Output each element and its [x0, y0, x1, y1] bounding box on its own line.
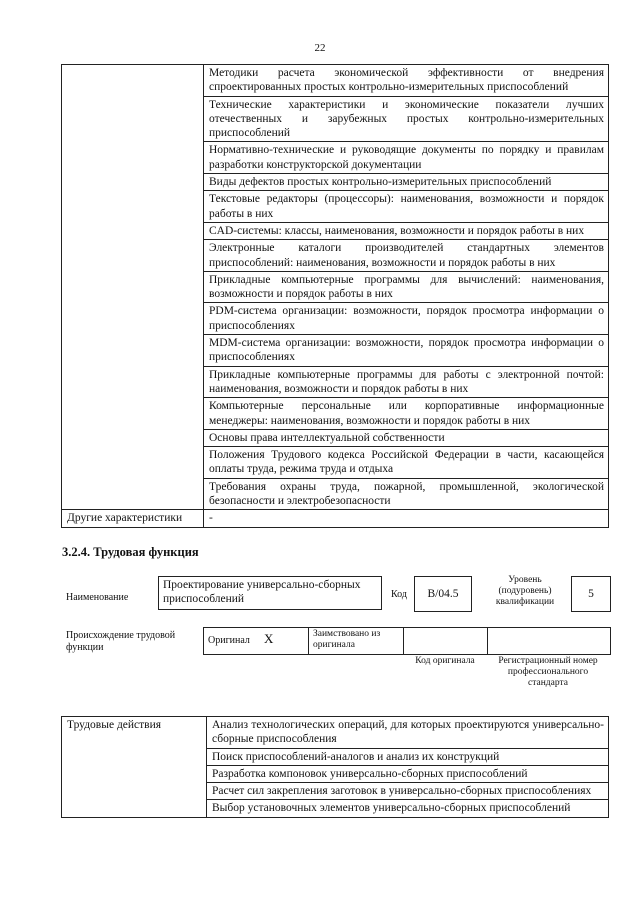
knowledge-item: Требования охраны труда, пожарной, промышленной, экологической безопасности и электробезопасности [204, 478, 609, 510]
origin-divider-1 [308, 627, 309, 654]
function-name-field: Проектирование универсально-сборных приспособлений [158, 576, 382, 610]
origin-label: Происхождение трудовой функции [66, 630, 176, 653]
other-characteristics-value: - [204, 510, 609, 527]
action-item: Выбор установочных элементов универсально-сборных приспособлений [207, 800, 609, 817]
action-item: Расчет сил закрепления заготовок в универсально-сборных приспособлениях [207, 783, 609, 800]
code-label: Код [391, 589, 407, 600]
knowledge-item: Прикладные компьютерные программы для работы с электронной почтой: наименования, возможности и порядок работы в них [204, 366, 609, 398]
code-field: B/04.5 [414, 576, 472, 612]
labour-actions-table [61, 716, 609, 818]
action-item: Анализ технологических операций, для которых проектируются универсально-сборные приспособления [207, 717, 609, 749]
knowledge-left-cell [62, 65, 204, 510]
knowledge-item: MDM-система организации: возможности, порядок просмотра информации о приспособлениях [204, 335, 609, 367]
reg-number-label: Регистрационный номер профессионального стандарта [498, 656, 598, 688]
knowledge-item: PDM-система организации: возможности, порядок просмотра информации о приспособлениях [204, 303, 609, 335]
level-field: 5 [571, 576, 611, 612]
knowledge-item: Электронные каталоги производителей стандартных элементов приспособлений: наименования, возможности и порядок работы в них [204, 240, 609, 272]
other-characteristics-label: Другие характеристики [62, 510, 204, 527]
original-mark: X [264, 631, 274, 646]
borrowed-label: Заимствовано из оригинала [313, 629, 381, 650]
knowledge-table [61, 64, 609, 528]
origin-divider-3 [487, 627, 488, 654]
action-item: Разработка компоновок универсально-сборных приспособлений [207, 765, 609, 782]
knowledge-item: Компьютерные персональные или корпоративные информационные менеджеры: наименования, возможности и порядок работы в них [204, 398, 609, 430]
knowledge-item: Положения Трудового кодекса Российской Федерации в части, касающейся оплаты труда, режима труда и отдыха [204, 447, 609, 479]
knowledge-item: Текстовые редакторы (процессоры): наименования, возможности и порядок работы в них [204, 191, 609, 223]
other-characteristics-row [62, 510, 609, 527]
labour-actions-label: Трудовые действия [62, 717, 207, 818]
origin-divider-2 [403, 627, 404, 654]
knowledge-item: Основы права интеллектуальной собственности [204, 429, 609, 446]
action-item: Поиск приспособлений-аналогов и анализ их конструкций [207, 748, 609, 765]
name-label: Наименование [66, 592, 129, 603]
code-original-label: Код оригинала [415, 656, 475, 666]
action-row [62, 717, 609, 749]
level-label: Уровень (подуровень) квалификации [495, 575, 555, 607]
page-number: 22 [314, 42, 326, 54]
knowledge-item: CAD-системы: классы, наименования, возможности и порядок работы в них [204, 222, 609, 239]
knowledge-item: Нормативно-технические и руководящие документы по порядку и правилам разработки конструкторской документации [204, 142, 609, 174]
knowledge-item: Прикладные компьютерные программы для вычислений: наименования, возможности и порядок работы в них [204, 271, 609, 303]
knowledge-row [62, 65, 609, 97]
knowledge-item: Виды дефектов простых контрольно-измерительных приспособлений [204, 174, 609, 191]
knowledge-item: Технические характеристики и экономические показатели лучших отечественных и зарубежных простых контрольно-измерительных приспособлений [204, 96, 609, 142]
knowledge-item: Методики расчета экономической эффективности от внедрения спроектированных простых контрольно-измерительных приспособлений [204, 65, 609, 97]
section-heading: 3.2.4. Трудовая функция [62, 545, 199, 559]
original-label: Оригинал [208, 635, 250, 646]
